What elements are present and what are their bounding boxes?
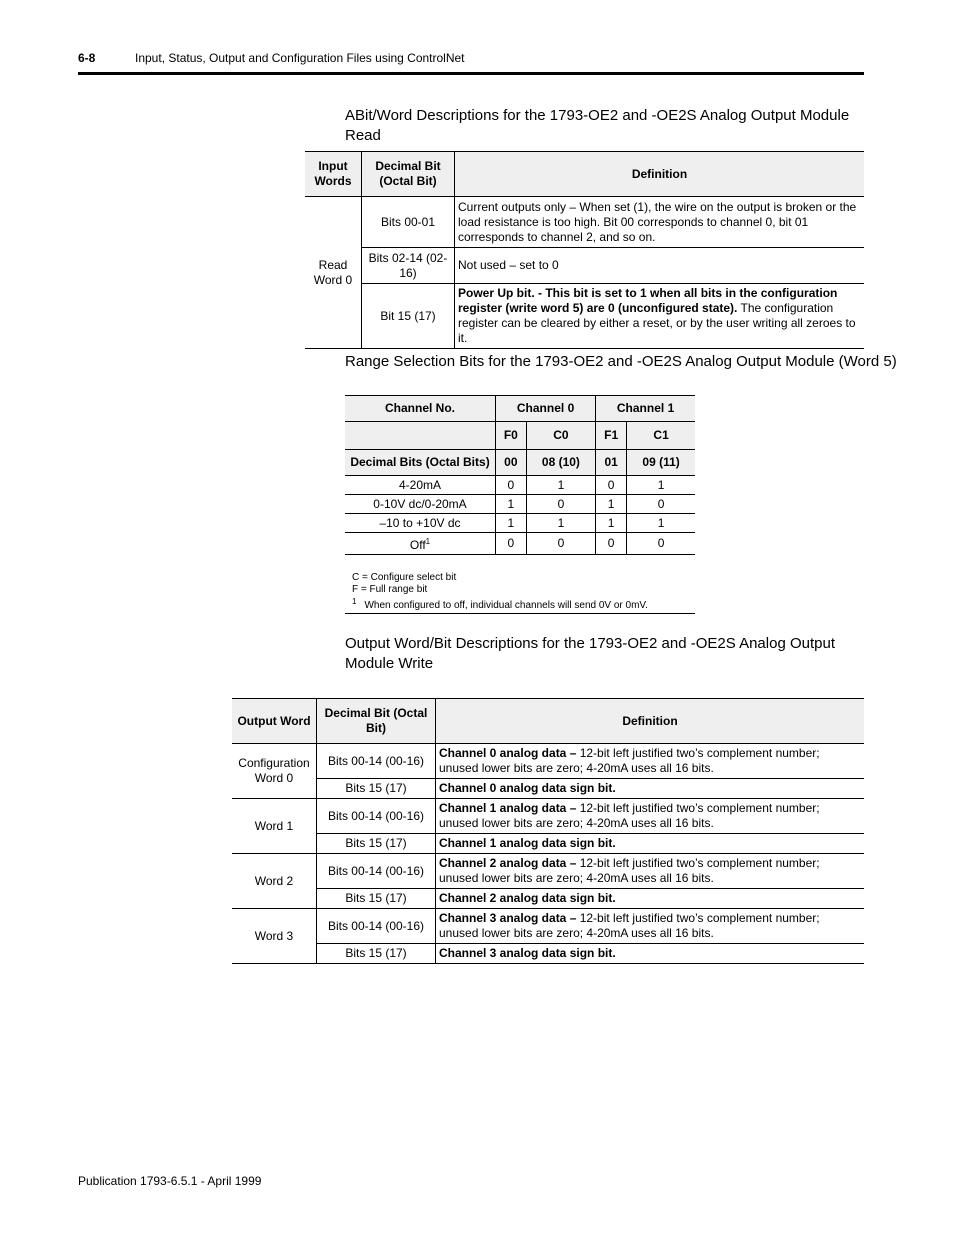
def-bold: Channel 2 analog data – <box>439 856 577 870</box>
range-value: 0 <box>496 533 527 555</box>
definition-cell <box>436 744 865 779</box>
bits-cell: Bits 00-14 (00-16) <box>317 744 436 779</box>
def-text: 12-bit left justified two’s complement number; unused lower bits are zero; 4-20mA uses all 16 bits. <box>439 911 820 940</box>
footnote-ref: 1 <box>425 537 431 546</box>
range-value: 0 <box>526 495 595 514</box>
decimal-bits-label: Decimal Bits (Octal Bits) <box>345 450 496 476</box>
decimal-cell: 01 <box>596 450 627 476</box>
output-word-label: Word 2 <box>232 854 317 909</box>
range-value: 1 <box>496 514 527 533</box>
def-bold: Channel 3 analog data – <box>439 911 577 925</box>
bits-cell: Bits 15 (17) <box>317 944 436 964</box>
definition-cell: Current outputs only – When set (1), the wire on the output is broken or the load resistance is too high. Bit 00 corresponds to channel 0, bit 01 corresponds to channel 2, and so on. <box>455 197 865 248</box>
decimal-cell: 00 <box>496 450 527 476</box>
col-decimal-bit: Decimal Bit (Octal Bit) <box>362 152 455 197</box>
range-value: 0 <box>596 533 627 555</box>
note-full-range-bit: F = Full range bit <box>352 584 428 595</box>
bit-c0: C0 <box>526 422 595 450</box>
def-bold: Channel 1 analog data – <box>439 801 577 815</box>
col-channel-1: Channel 1 <box>596 396 695 422</box>
notes-rule <box>345 613 695 614</box>
definition-cell <box>436 889 865 909</box>
range-value: 1 <box>627 514 695 533</box>
def-bold: Channel 2 analog data sign bit. <box>439 891 616 905</box>
range-value: 1 <box>596 514 627 533</box>
read-word-table <box>305 151 864 349</box>
output-word-label: Word 1 <box>232 799 317 854</box>
table2-caption: Range Selection Bits for the 1793-OE2 and -OE2S Analog Output Module (Word 5) <box>345 353 897 370</box>
def-bold: Channel 3 analog data sign bit. <box>439 946 616 960</box>
footnote-text: When configured to off, individual channels will send 0V or 0mV. <box>364 600 648 612</box>
def-text: 12-bit left justified two’s complement number; unused lower bits are zero; 4-20mA uses all 16 bits. <box>439 746 820 775</box>
page-number: 6-8 <box>78 51 96 65</box>
definition-cell <box>436 909 865 944</box>
bits-cell: Bits 02-14 (02-16) <box>362 248 455 284</box>
decimal-cell: 08 (10) <box>526 450 595 476</box>
definition-cell <box>436 944 865 964</box>
output-word-label: Configuration Word 0 <box>232 744 317 799</box>
definition-cell: Not used – set to 0 <box>455 248 865 284</box>
col-definition: Definition <box>436 699 865 744</box>
def-text: 12-bit left justified two’s complement number; unused lower bits are zero; 4-20mA uses all 16 bits. <box>439 801 820 830</box>
table2-notes <box>352 572 648 612</box>
bit-f0: F0 <box>496 422 527 450</box>
range-value: 0 <box>627 533 695 555</box>
col-definition: Definition <box>455 152 865 197</box>
range-label: –10 to +10V dc <box>345 514 496 533</box>
read-word-0: Read Word 0 <box>305 197 362 349</box>
off-label: Off <box>409 538 426 552</box>
definition-cell <box>436 799 865 834</box>
output-word-label: Word 3 <box>232 909 317 964</box>
definition-cell <box>436 779 865 799</box>
col-channel-0: Channel 0 <box>496 396 596 422</box>
range-value: 0 <box>526 533 595 555</box>
range-value: 0 <box>496 476 527 495</box>
power-up-bold: Power Up bit. - This bit is set to 1 when all bits in the configuration register (write word 5) are 0 (unconfigured state). <box>458 286 838 315</box>
bits-cell: Bits 15 (17) <box>317 889 436 909</box>
bits-cell: Bits 00-14 (00-16) <box>317 909 436 944</box>
bits-cell: Bits 00-14 (00-16) <box>317 799 436 834</box>
range-label-off <box>345 533 496 555</box>
bit-f1: F1 <box>596 422 627 450</box>
power-up-text: The configuration register can be cleared by either a reset, or by the user writing all zeroes to it. <box>458 301 856 345</box>
col-output-word: Output Word <box>232 699 317 744</box>
range-label: 4-20mA <box>345 476 496 495</box>
publication-footer: Publication 1793-6.5.1 - April 1999 <box>78 1174 262 1188</box>
range-value: 0 <box>596 476 627 495</box>
range-selection-table <box>345 395 695 555</box>
note-configure-bit: C = Configure select bit <box>352 572 457 583</box>
col-channel-no: Channel No. <box>345 396 496 422</box>
footnote-mark: 1 <box>352 597 357 606</box>
empty-header-cell <box>345 422 496 450</box>
bits-cell: Bit 15 (17) <box>362 284 455 349</box>
def-text: 12-bit left justified two’s complement number; unused lower bits are zero; 4-20mA uses all 16 bits. <box>439 856 820 885</box>
bits-cell: Bits 15 (17) <box>317 834 436 854</box>
range-value: 0 <box>627 495 695 514</box>
range-value: 1 <box>627 476 695 495</box>
running-header-title: Input, Status, Output and Configuration Files using ControlNet <box>135 51 465 65</box>
table1-caption: ABit/Word Descriptions for the 1793-OE2 and -OE2S Analog Output Module Read <box>345 107 850 144</box>
bits-cell: Bits 15 (17) <box>317 779 436 799</box>
bit-c1: C1 <box>627 422 695 450</box>
bits-cell: Bits 00-01 <box>362 197 455 248</box>
range-value: 1 <box>526 514 595 533</box>
range-value: 1 <box>596 495 627 514</box>
def-bold: Channel 1 analog data sign bit. <box>439 836 616 850</box>
definition-cell <box>436 854 865 889</box>
bits-cell: Bits 00-14 (00-16) <box>317 854 436 889</box>
def-bold: Channel 0 analog data – <box>439 746 577 760</box>
footnote <box>352 596 648 612</box>
decimal-cell: 09 (11) <box>627 450 695 476</box>
range-value: 1 <box>526 476 595 495</box>
header-rule <box>78 72 864 75</box>
definition-cell <box>455 284 865 349</box>
col-input-words: Input Words <box>305 152 362 197</box>
definition-cell <box>436 834 865 854</box>
range-label: 0-10V dc/0-20mA <box>345 495 496 514</box>
range-value: 1 <box>496 495 527 514</box>
def-bold: Channel 0 analog data sign bit. <box>439 781 616 795</box>
table3-caption: Output Word/Bit Descriptions for the 1793-OE2 and -OE2S Analog Output Module Write <box>345 635 835 672</box>
col-decimal-bit: Decimal Bit (Octal Bit) <box>317 699 436 744</box>
output-word-table <box>232 698 864 964</box>
